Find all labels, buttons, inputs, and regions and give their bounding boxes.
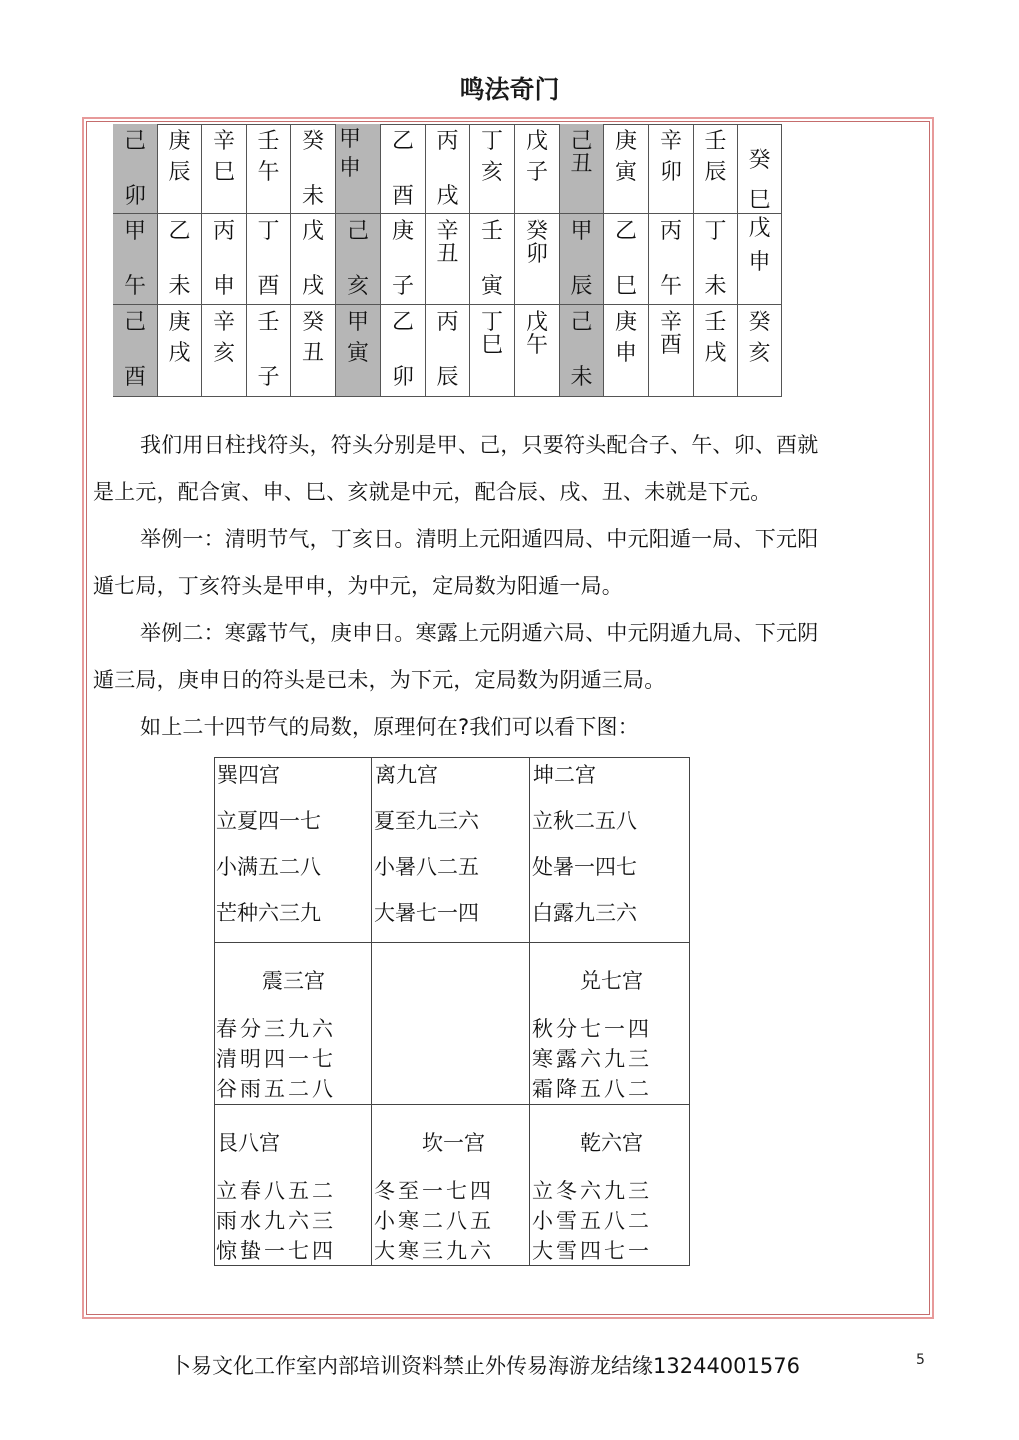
ganzhi-stem: 戊 xyxy=(525,129,548,154)
palace-jieqi-line: 小满五二八 xyxy=(216,855,321,879)
palace-jieqi-line: 立夏四一七 xyxy=(216,809,321,833)
ganzhi-branch: 申 xyxy=(748,250,771,275)
ganzhi-branch: 辰 xyxy=(704,160,727,185)
ganzhi-branch: 酉 xyxy=(257,274,280,299)
ganzhi-cell xyxy=(381,124,426,214)
ganzhi-cell xyxy=(560,214,604,305)
ganzhi-cell xyxy=(470,214,515,305)
ganzhi-cell xyxy=(336,214,381,305)
paragraph-line: 遁七局，丁亥符头是甲申，为中元，定局数为阳遁一局。 xyxy=(93,574,623,598)
ganzhi-stem: 己 xyxy=(123,310,146,335)
ganzhi-stem: 壬 xyxy=(257,129,280,154)
palace-cell xyxy=(372,757,530,943)
ganzhi-cell xyxy=(694,305,738,397)
ganzhi-cell xyxy=(381,305,426,397)
ganzhi-branch: 丑 xyxy=(301,341,324,366)
ganzhi-branch: 午 xyxy=(525,333,548,358)
ganzhi-cell xyxy=(426,124,470,214)
page-title: 鸣法奇门 xyxy=(459,75,560,104)
paragraph-intro-figure xyxy=(93,704,929,751)
palace-jieqi-line: 冬至一七四 xyxy=(374,1179,494,1203)
ganzhi-cell xyxy=(291,305,336,397)
ganzhi-branch: 巳 xyxy=(614,274,637,299)
ganzhi-stem: 丙 xyxy=(436,129,459,154)
palace-jieqi-line: 白露九三六 xyxy=(532,901,637,925)
ganzhi-cell xyxy=(694,124,738,214)
ganzhi-stem: 乙 xyxy=(391,129,414,154)
ganzhi-stem: 辛 xyxy=(212,310,235,335)
ganzhi-stem: 戊 xyxy=(525,310,548,335)
palace-jieqi-line: 雨水九六三 xyxy=(216,1209,336,1233)
ganzhi-branch: 辰 xyxy=(168,160,191,185)
ganzhi-cell xyxy=(336,305,381,397)
ganzhi-cell xyxy=(202,124,247,214)
ganzhi-cell xyxy=(426,305,470,397)
palace-title: 兑七宫 xyxy=(580,969,643,993)
palace-jieqi-line: 立冬六九三 xyxy=(532,1179,652,1203)
palace-jieqi-line: 夏至九三六 xyxy=(374,809,479,833)
ganzhi-cell xyxy=(694,214,738,305)
palace-jieqi-line: 霜降五八二 xyxy=(532,1077,652,1101)
ganzhi-branch: 酉 xyxy=(123,365,146,390)
paragraph-line: 遁三局，庚申日的符头是已未，为下元，定局数为阴遁三局。 xyxy=(93,668,666,692)
ganzhi-branch: 未 xyxy=(704,274,727,299)
ganzhi-branch: 午 xyxy=(659,274,682,299)
ganzhi-stem: 戊 xyxy=(748,216,771,241)
paragraph-line: 我们用日柱找符头，符头分别是甲、己，只要符头配合子、午、卯、酉就 xyxy=(140,433,819,457)
ganzhi-branch: 酉 xyxy=(659,333,682,358)
ganzhi-stem: 辛 xyxy=(212,129,235,154)
ganzhi-branch: 丑 xyxy=(570,152,593,177)
palace-cell xyxy=(214,943,372,1105)
ganzhi-branch: 寅 xyxy=(346,341,369,366)
paragraph-example-1 xyxy=(93,516,929,610)
ganzhi-branch: 戌 xyxy=(168,341,191,366)
ganzhi-branch: 子 xyxy=(257,365,280,390)
ganzhi-cell xyxy=(470,305,515,397)
ganzhi-cell xyxy=(426,214,470,305)
paragraph-example-2 xyxy=(93,610,929,704)
ganzhi-branch: 亥 xyxy=(212,341,235,366)
ganzhi-cell xyxy=(649,214,694,305)
ganzhi-cell xyxy=(604,124,649,214)
ganzhi-cell xyxy=(604,305,649,397)
palace-jieqi-line: 立春八五二 xyxy=(216,1179,336,1203)
ganzhi-stem: 丁 xyxy=(480,310,503,335)
ganzhi-branch: 寅 xyxy=(614,160,637,185)
ganzhi-stem: 乙 xyxy=(614,219,637,244)
palace-title: 乾六宫 xyxy=(580,1131,643,1155)
nine-palace-table xyxy=(214,757,690,1266)
ganzhi-branch: 寅 xyxy=(480,274,503,299)
palace-jieqi-line: 小寒二八五 xyxy=(374,1209,494,1233)
palace-jieqi-line: 惊蛰一七四 xyxy=(216,1239,336,1263)
ganzhi-branch: 申 xyxy=(614,341,637,366)
palace-cell xyxy=(214,1105,372,1266)
ganzhi-branch: 未 xyxy=(168,274,191,299)
ganzhi-stem: 癸 xyxy=(748,310,771,335)
ganzhi-stem: 庚 xyxy=(614,310,637,335)
ganzhi-branch: 巳 xyxy=(480,333,503,358)
palace-jieqi-line: 大雪四七一 xyxy=(532,1239,652,1263)
ganzhi-table xyxy=(113,124,782,397)
ganzhi-cell xyxy=(291,214,336,305)
ganzhi-branch: 申 xyxy=(339,156,362,181)
ganzhi-stem: 己 xyxy=(570,310,593,335)
ganzhi-cell xyxy=(336,124,381,214)
ganzhi-stem: 丁 xyxy=(257,219,280,244)
paragraph-line: 举例二：寒露节气，庚申日。寒露上元阴遁六局、中元阴遁九局、下元阴 xyxy=(140,621,819,645)
footer-text: 卜易文化工作室内部培训资料禁止外传易海游龙结缘13244001576 xyxy=(170,1354,800,1378)
ganzhi-stem: 癸 xyxy=(301,310,324,335)
palace-title: 离九宫 xyxy=(375,763,438,787)
ganzhi-branch: 丑 xyxy=(436,242,459,267)
ganzhi-stem: 乙 xyxy=(391,310,414,335)
ganzhi-cell xyxy=(113,305,158,397)
ganzhi-branch: 巳 xyxy=(212,160,235,185)
ganzhi-cell xyxy=(202,214,247,305)
palace-jieqi-line: 大暑七一四 xyxy=(374,901,479,925)
ganzhi-cell xyxy=(158,124,202,214)
ganzhi-stem: 丙 xyxy=(659,219,682,244)
ganzhi-cell xyxy=(470,124,515,214)
ganzhi-stem: 庚 xyxy=(391,219,414,244)
ganzhi-cell xyxy=(247,305,291,397)
ganzhi-stem: 壬 xyxy=(704,129,727,154)
ganzhi-stem: 庚 xyxy=(168,129,191,154)
ganzhi-stem: 辛 xyxy=(659,310,682,335)
ganzhi-stem: 壬 xyxy=(704,310,727,335)
palace-jieqi-line: 清明四一七 xyxy=(216,1047,336,1071)
ganzhi-cell xyxy=(515,214,560,305)
paragraph-line: 是上元，配合寅、申、巳、亥就是中元，配合辰、戌、丑、未就是下元。 xyxy=(93,480,772,504)
palace-title: 巽四宫 xyxy=(217,763,280,787)
ganzhi-stem: 丁 xyxy=(704,219,727,244)
palace-jieqi-line: 小暑八二五 xyxy=(374,855,479,879)
ganzhi-branch: 辰 xyxy=(436,365,459,390)
ganzhi-cell xyxy=(560,305,604,397)
ganzhi-branch: 辰 xyxy=(570,274,593,299)
ganzhi-cell xyxy=(113,124,158,214)
palace-cell xyxy=(372,943,530,1105)
ganzhi-cell xyxy=(560,124,604,214)
palace-jieqi-line: 秋分七一四 xyxy=(532,1017,652,1041)
ganzhi-stem: 癸 xyxy=(525,219,548,244)
ganzhi-stem: 庚 xyxy=(168,310,191,335)
palace-jieqi-line: 大寒三九六 xyxy=(374,1239,494,1263)
ganzhi-stem: 壬 xyxy=(480,219,503,244)
ganzhi-stem: 己 xyxy=(346,219,369,244)
ganzhi-branch: 戌 xyxy=(704,341,727,366)
ganzhi-stem: 甲 xyxy=(123,219,146,244)
ganzhi-cell xyxy=(113,214,158,305)
ganzhi-stem: 己 xyxy=(123,129,146,154)
ganzhi-branch: 未 xyxy=(301,184,324,209)
palace-jieqi-line: 春分三九六 xyxy=(216,1017,336,1041)
ganzhi-stem: 癸 xyxy=(301,129,324,154)
ganzhi-cell xyxy=(515,305,560,397)
ganzhi-branch: 卯 xyxy=(659,160,682,185)
ganzhi-branch: 亥 xyxy=(480,160,503,185)
ganzhi-cell xyxy=(381,214,426,305)
ganzhi-branch: 亥 xyxy=(748,341,771,366)
ganzhi-branch: 卯 xyxy=(391,365,414,390)
ganzhi-branch: 戌 xyxy=(436,184,459,209)
ganzhi-stem: 甲 xyxy=(339,127,362,152)
palace-cell xyxy=(530,1105,690,1266)
palace-jieqi-line: 谷雨五二八 xyxy=(216,1077,336,1101)
ganzhi-cell xyxy=(202,305,247,397)
ganzhi-cell xyxy=(247,124,291,214)
ganzhi-cell xyxy=(738,305,782,397)
palace-jieqi-line: 小雪五八二 xyxy=(532,1209,652,1233)
ganzhi-stem: 戊 xyxy=(301,219,324,244)
palace-title: 坎一宫 xyxy=(422,1131,485,1155)
palace-jieqi-line: 处暑一四七 xyxy=(532,855,637,879)
ganzhi-cell xyxy=(247,214,291,305)
palace-cell xyxy=(530,943,690,1105)
ganzhi-branch: 巳 xyxy=(748,188,771,213)
ganzhi-stem: 壬 xyxy=(257,310,280,335)
palace-cell xyxy=(530,757,690,943)
ganzhi-branch: 子 xyxy=(391,274,414,299)
ganzhi-stem: 乙 xyxy=(168,219,191,244)
page-number: 5 xyxy=(916,1352,925,1368)
ganzhi-cell xyxy=(158,214,202,305)
ganzhi-cell xyxy=(158,305,202,397)
paragraph-line: 如上二十四节气的局数，原理何在?我们可以看下图： xyxy=(140,715,639,739)
ganzhi-cell xyxy=(291,124,336,214)
ganzhi-cell xyxy=(738,214,782,305)
ganzhi-branch: 卯 xyxy=(123,184,146,209)
ganzhi-cell xyxy=(604,214,649,305)
ganzhi-cell xyxy=(649,305,694,397)
ganzhi-branch: 卯 xyxy=(525,242,548,267)
ganzhi-stem: 癸 xyxy=(748,148,771,173)
paragraph-futou-rule xyxy=(93,422,929,516)
palace-title: 震三宫 xyxy=(262,969,325,993)
ganzhi-cell xyxy=(649,124,694,214)
ganzhi-stem: 丙 xyxy=(436,310,459,335)
palace-cell xyxy=(372,1105,530,1266)
ganzhi-branch: 未 xyxy=(570,365,593,390)
ganzhi-branch: 午 xyxy=(257,160,280,185)
palace-jieqi-line: 芒种六三九 xyxy=(216,901,321,925)
ganzhi-stem: 辛 xyxy=(659,129,682,154)
ganzhi-stem: 己 xyxy=(570,129,593,154)
ganzhi-cell xyxy=(738,124,782,214)
palace-title: 坤二宫 xyxy=(533,763,596,787)
ganzhi-branch: 酉 xyxy=(391,184,414,209)
ganzhi-stem: 甲 xyxy=(570,219,593,244)
ganzhi-branch: 申 xyxy=(212,274,235,299)
ganzhi-cell xyxy=(515,124,560,214)
ganzhi-stem: 辛 xyxy=(436,219,459,244)
ganzhi-branch: 亥 xyxy=(346,274,369,299)
ganzhi-stem: 甲 xyxy=(346,310,369,335)
ganzhi-stem: 丙 xyxy=(212,219,235,244)
palace-cell xyxy=(214,757,372,943)
ganzhi-stem: 丁 xyxy=(480,129,503,154)
ganzhi-branch: 午 xyxy=(123,274,146,299)
ganzhi-branch: 戌 xyxy=(301,274,324,299)
ganzhi-stem: 庚 xyxy=(614,129,637,154)
paragraph-line: 举例一：清明节气，丁亥日。清明上元阳遁四局、中元阳遁一局、下元阳 xyxy=(140,527,819,551)
palace-title: 艮八宫 xyxy=(217,1131,280,1155)
ganzhi-branch: 子 xyxy=(525,160,548,185)
palace-jieqi-line: 立秋二五八 xyxy=(532,809,637,833)
palace-jieqi-line: 寒露六九三 xyxy=(532,1047,652,1071)
